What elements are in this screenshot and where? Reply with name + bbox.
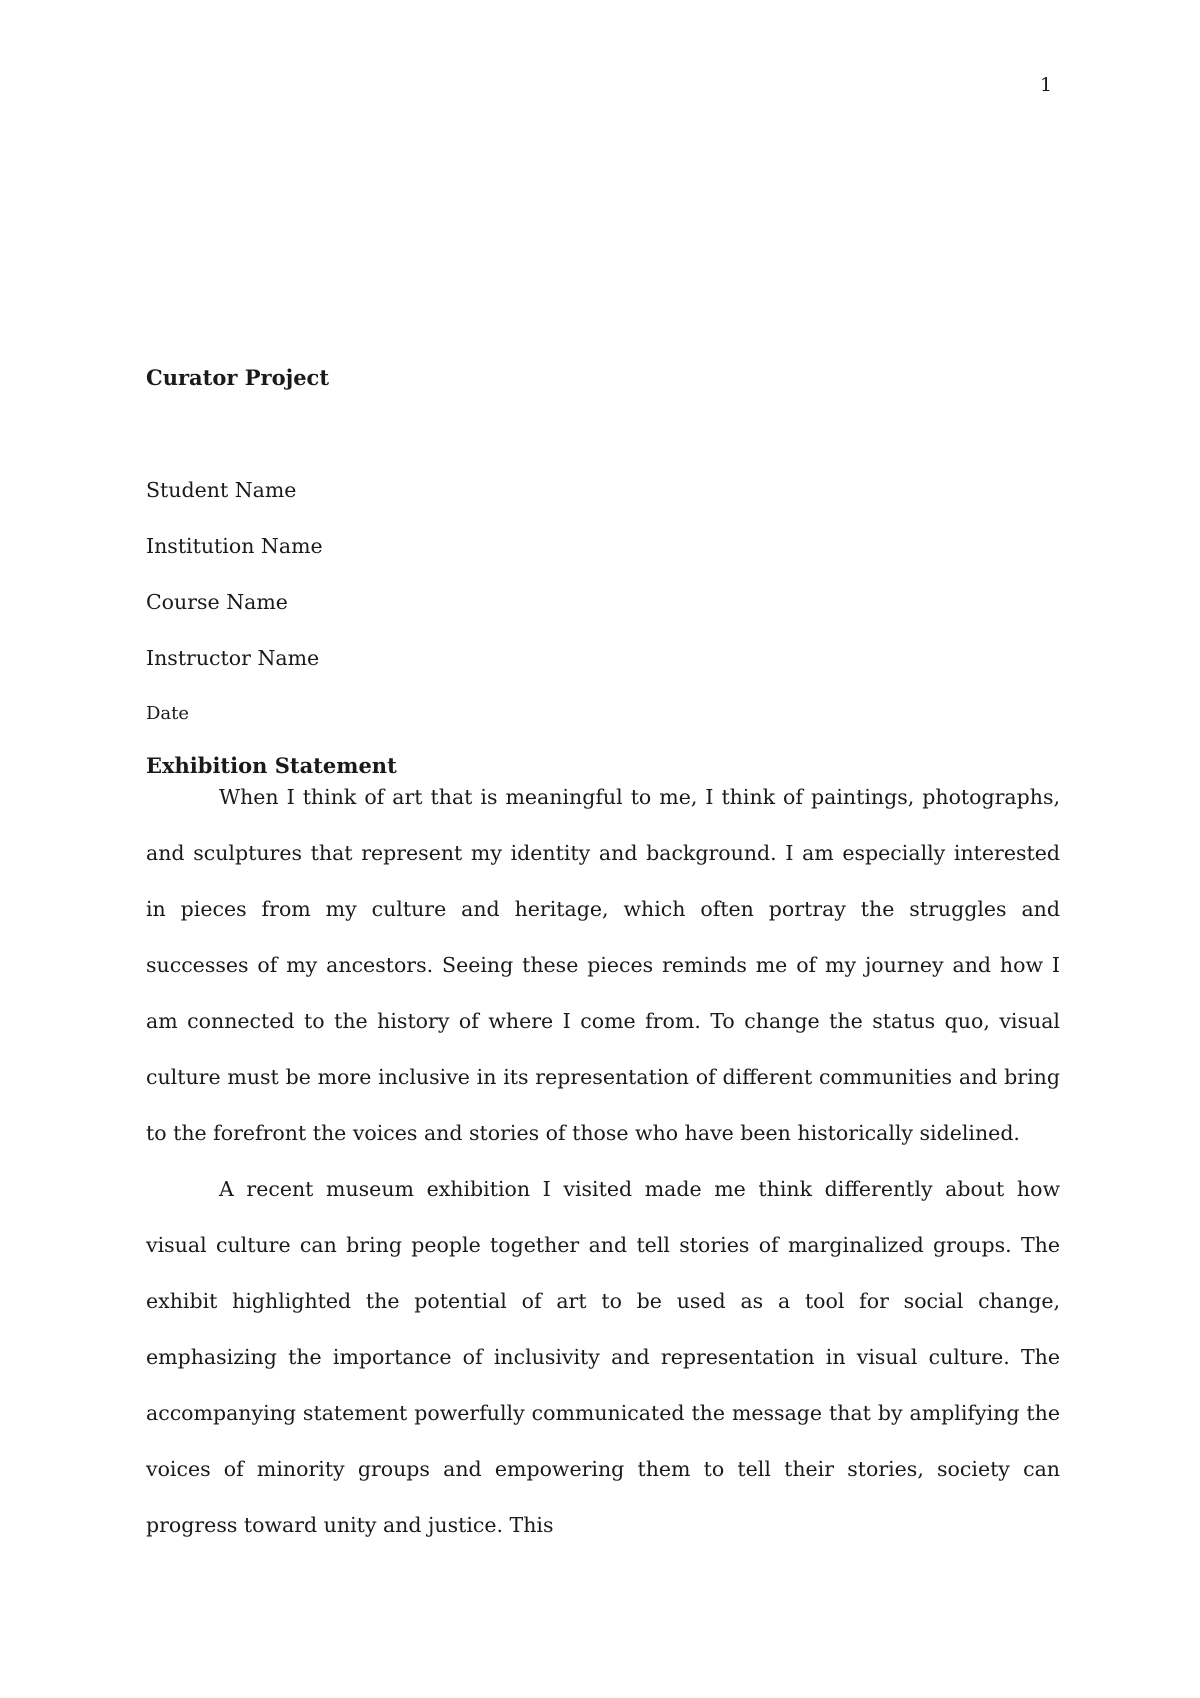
course-name: Course Name [146, 590, 288, 614]
date-line: Date [146, 703, 190, 724]
paragraph-1: When I think of art that is meaningful to me, I think of paintings, photographs, and sculptures that represent my identity and background. I am especially interested in pieces from my culture and heritage, which often portray the struggles and successes of my ancestors. Seeing these pieces reminds me of my journey and how I am connected to the history of where I come from. To change the status quo, visual culture must be more inclusive in its representation of different communities and bring to the forefront the voices and stories of those who have been historically sidelined. [146, 785, 1060, 1145]
instructor-name: Instructor Name [146, 646, 320, 670]
page-number: 1 [1040, 74, 1053, 96]
document-body [146, 365, 1060, 1567]
institution-name: Institution Name [146, 534, 323, 558]
student-name: Student Name [146, 478, 297, 502]
paragraph-2: A recent museum exhibition I visited made me think differently about how visual culture can bring people together and tell stories of marginalized groups. The exhibit highlighted the potential of art to be used as a tool for social change, emphasizing the importance of inclusivity and representation in visual culture. The accompanying statement powerfully communicated the message that by amplifying the voices of minority groups and empowering them to tell their stories, society can progress toward unity and justice. This [146, 1177, 1060, 1537]
document-title: Curator Project [146, 365, 330, 390]
section-heading: Exhibition Statement [146, 753, 397, 778]
